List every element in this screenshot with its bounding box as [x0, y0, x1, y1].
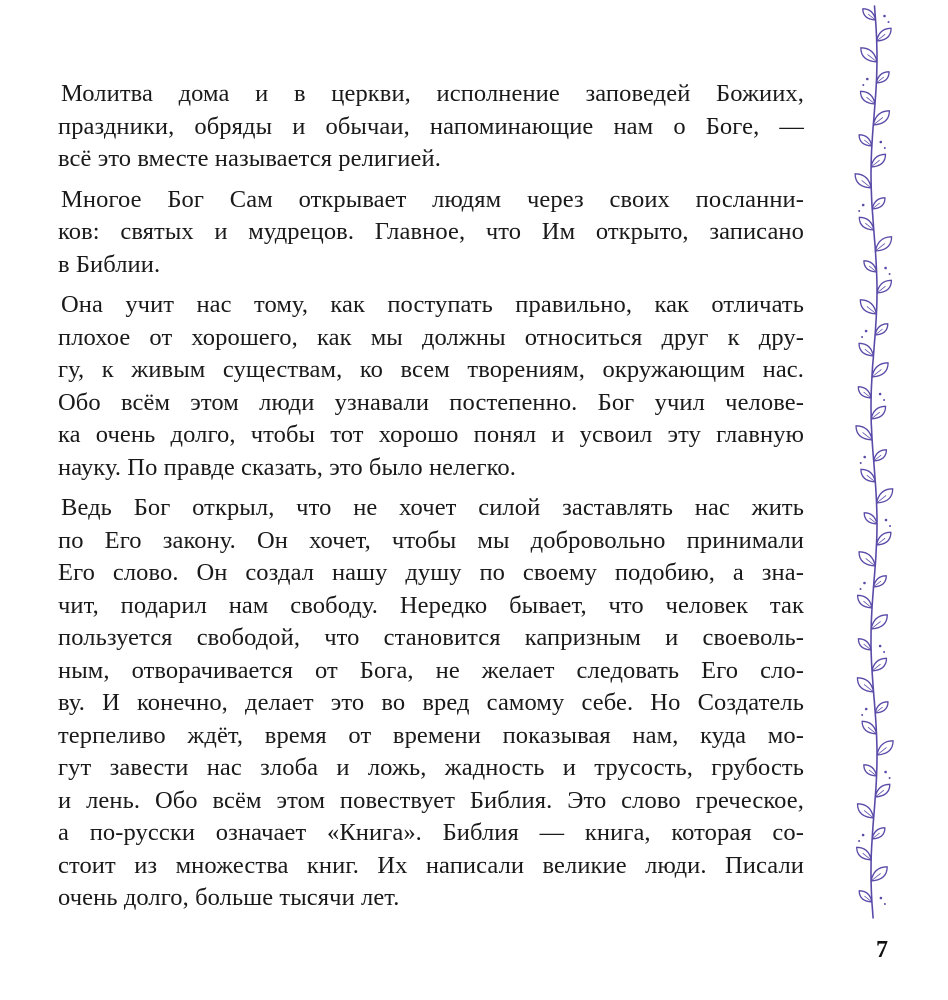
text-line: чит, подарил нам свободу. Нередко бывает, что человек так [58, 591, 804, 619]
vine-dot [884, 267, 887, 270]
vine-dot [865, 708, 868, 711]
vine-dot [884, 903, 886, 905]
text-line: науку. По правде сказать, это было нелегко. [58, 453, 516, 481]
vine-dot [858, 210, 860, 212]
text-line: Она учит нас тому, как поступать правильно, как отличать [61, 291, 804, 318]
vine-dot [861, 714, 863, 716]
paragraph-2 [58, 184, 804, 282]
vine-dot [863, 456, 866, 459]
vine-dot [862, 84, 864, 86]
page-number: 7 [876, 937, 888, 963]
text-line: Обо всём этом люди узнавали постепенно. Бог учил челове- [58, 388, 804, 416]
text-line: гут завести нас злоба и ложь, жадность и трусость, грубость [58, 754, 804, 781]
vine-dot [889, 777, 891, 779]
vine-dot [888, 21, 890, 23]
vine-dot [883, 651, 885, 653]
vine-dot [883, 15, 886, 18]
vine-dot [865, 330, 868, 333]
text-line: ка очень долго, чтобы тот хорошо понял и усвоил эту главную [58, 421, 804, 448]
text-line: ным, отворачивается от Бога, не желает следовать Его сло- [58, 656, 804, 684]
text-line: Ведь Бог открыл, что не хочет силой заставлять нас жить [61, 494, 804, 521]
text-line: всё это вместе называется религией. [58, 145, 441, 172]
text-line: и лень. Обо всём этом повествует Библия. Это слово греческое, [58, 786, 804, 814]
text-line: гу, к живым существам, ко всем творениям, окружающим нас. [58, 356, 804, 383]
text-line: пользуется свободой, что становится капризным и своеволь- [58, 624, 804, 651]
vine-dot [860, 588, 862, 590]
text-line: Его слово. Он создал нашу душу по своему подобию, а зна- [58, 559, 804, 586]
text-line: ву. И конечно, делает это во вред самому себе. Но Создатель [58, 689, 804, 716]
vine-dot [884, 147, 886, 149]
vine-dot [880, 141, 883, 144]
vine-dot [883, 399, 885, 401]
text-line: стоит из множества книг. Их написали великие люди. Писали [58, 851, 804, 879]
paragraph-4 [58, 492, 804, 915]
decorative-vine-border [846, 0, 906, 935]
paragraph-3 [58, 289, 804, 484]
vine-dot [862, 834, 865, 837]
vine-ornament [855, 6, 893, 918]
vine-dot [889, 273, 891, 275]
text-line: Молитва дома и в церкви, исполнение заповедей Божиих, [61, 80, 804, 107]
text-line: по Его закону. Он хочет, чтобы мы добровольно принимали [58, 526, 804, 554]
vine-dot [863, 582, 866, 585]
text-line: плохое от хорошего, как мы должны относиться друг к дру- [58, 323, 804, 351]
vine-dot [880, 897, 883, 900]
text-line: а по-русски означает «Книга». Библия — книга, которая со- [58, 819, 804, 846]
text-line: очень долго, больше тысячи лет. [58, 884, 400, 911]
vine-dot [858, 840, 860, 842]
vine-dot [879, 393, 882, 396]
vine-stem [871, 6, 877, 918]
body-text [58, 78, 804, 915]
vine-dot [879, 645, 882, 648]
text-line: Многое Бог Сам открывает людям через своих посланни- [61, 185, 804, 213]
text-line: терпеливо ждёт, время от времени показывая нам, куда мо- [58, 721, 804, 749]
paragraph-1 [58, 78, 804, 176]
vine-dot [862, 204, 865, 207]
vine-dot [889, 525, 891, 527]
vine-dot [866, 78, 869, 81]
vine-dot [884, 771, 887, 774]
text-line: ков: святых и мудрецов. Главное, что Им открыто, записано [58, 218, 804, 245]
vine-dot [860, 462, 862, 464]
text-line: в Библии. [58, 250, 161, 278]
vine-dot [885, 519, 888, 522]
vine-dot [861, 336, 863, 338]
text-line: праздники, обряды и обычаи, напоминающие нам о Боге, — [58, 112, 804, 140]
